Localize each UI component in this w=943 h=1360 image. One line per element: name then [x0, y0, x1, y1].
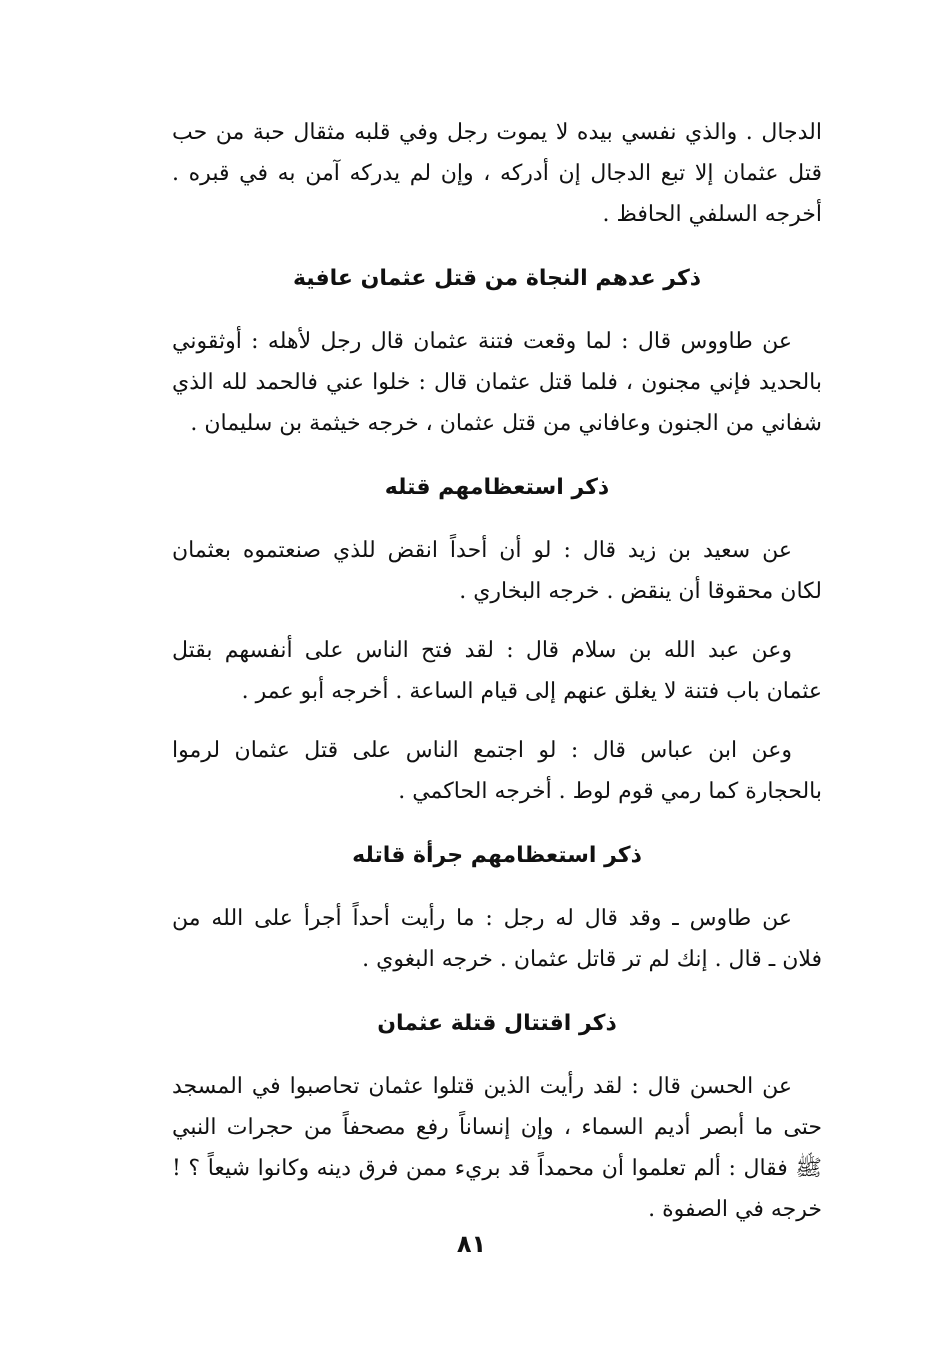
text-line: عن سعيد بن زيد قال : لو أن أحداً انقض للذي صنعتموه بعثمان: [172, 538, 792, 563]
paragraph-tawus-2: [172, 898, 822, 980]
text-line: قتل عثمان إلا تبع الدجال إن أدركه ، وإن لم يدركه آمن به في قبره .: [172, 161, 822, 186]
text-line: شفاني من الجنون وعافاني من قتل عثمان ، خرجه خيثمة بن سليمان .: [190, 411, 822, 436]
section-heading: ذكر اقتتال قتلة عثمان: [377, 1011, 617, 1036]
text-line: بالحجارة كما رمي قوم لوط . أخرجه الحاكمي .: [398, 779, 822, 804]
text-line: حتى ما أبصر أديم السماء ، وإن إنساناً رفع مصحفاً من حجرات النبي: [172, 1115, 822, 1140]
paragraph-hasan: [172, 1066, 822, 1230]
text-line: بالحديد فإني مجنون ، فلما قتل عثمان قال : خلوا عني فالحمد لله الذي: [172, 370, 822, 395]
paragraph-tawus-1: [172, 321, 822, 444]
text-line: خرجه في الصفوة .: [648, 1197, 822, 1222]
paragraph-dajjal: [172, 112, 822, 235]
paragraph-abdullah-ibn-salam: [172, 630, 822, 712]
text-line: ﷺ فقال : ألم تعلموا أن محمداً قد بريء ممن فرق دينه وكانوا شيعاً ؟ !: [172, 1156, 822, 1181]
page-number: ٨١: [456, 1230, 487, 1258]
section-heading: ذكر استعظامهم قتله: [384, 475, 610, 500]
text-line: أخرجه السلفي الحافظ .: [602, 202, 822, 227]
text-line: عثمان باب فتنة لا يغلق عنهم إلى قيام الساعة . أخرجه أبو عمر .: [241, 679, 822, 704]
text-line: وعن ابن عباس قال : لو اجتمع الناس على قتل عثمان لرموا: [172, 738, 792, 763]
text-line: لكان محقوقا أن ينقض . خرجه البخاري .: [459, 579, 822, 604]
text-line: الدجال . والذي نفسي بيده لا يموت رجل وفي قلبه مثقال حبة من حب: [172, 120, 822, 145]
page-body: [172, 112, 822, 1248]
section-heading: ذكر عدهم النجاة من قتل عثمان عافية: [292, 266, 702, 291]
section-heading: ذكر استعظامهم جرأة قاتله: [352, 843, 642, 868]
paragraph-ibn-abbas: [172, 730, 822, 812]
text-line: عن طاوس ـ وقد قال له رجل : ما رأيت أحداً أجرأ على الله من: [172, 906, 792, 931]
text-line: وعن عبد الله بن سلام قال : لقد فتح الناس على أنفسهم بقتل: [172, 638, 792, 663]
paragraph-said-ibn-zayd: [172, 530, 822, 612]
text-line: عن الحسن قال : لقد رأيت الذين قتلوا عثمان تحاصبوا في المسجد: [172, 1074, 792, 1099]
text-line: عن طاووس قال : لما وقعت فتنة عثمان قال رجل لأهله : أوثقوني: [172, 329, 792, 354]
text-line: فلان ـ قال . إنك لم تر قاتل عثمان . خرجه البغوي .: [362, 947, 822, 972]
